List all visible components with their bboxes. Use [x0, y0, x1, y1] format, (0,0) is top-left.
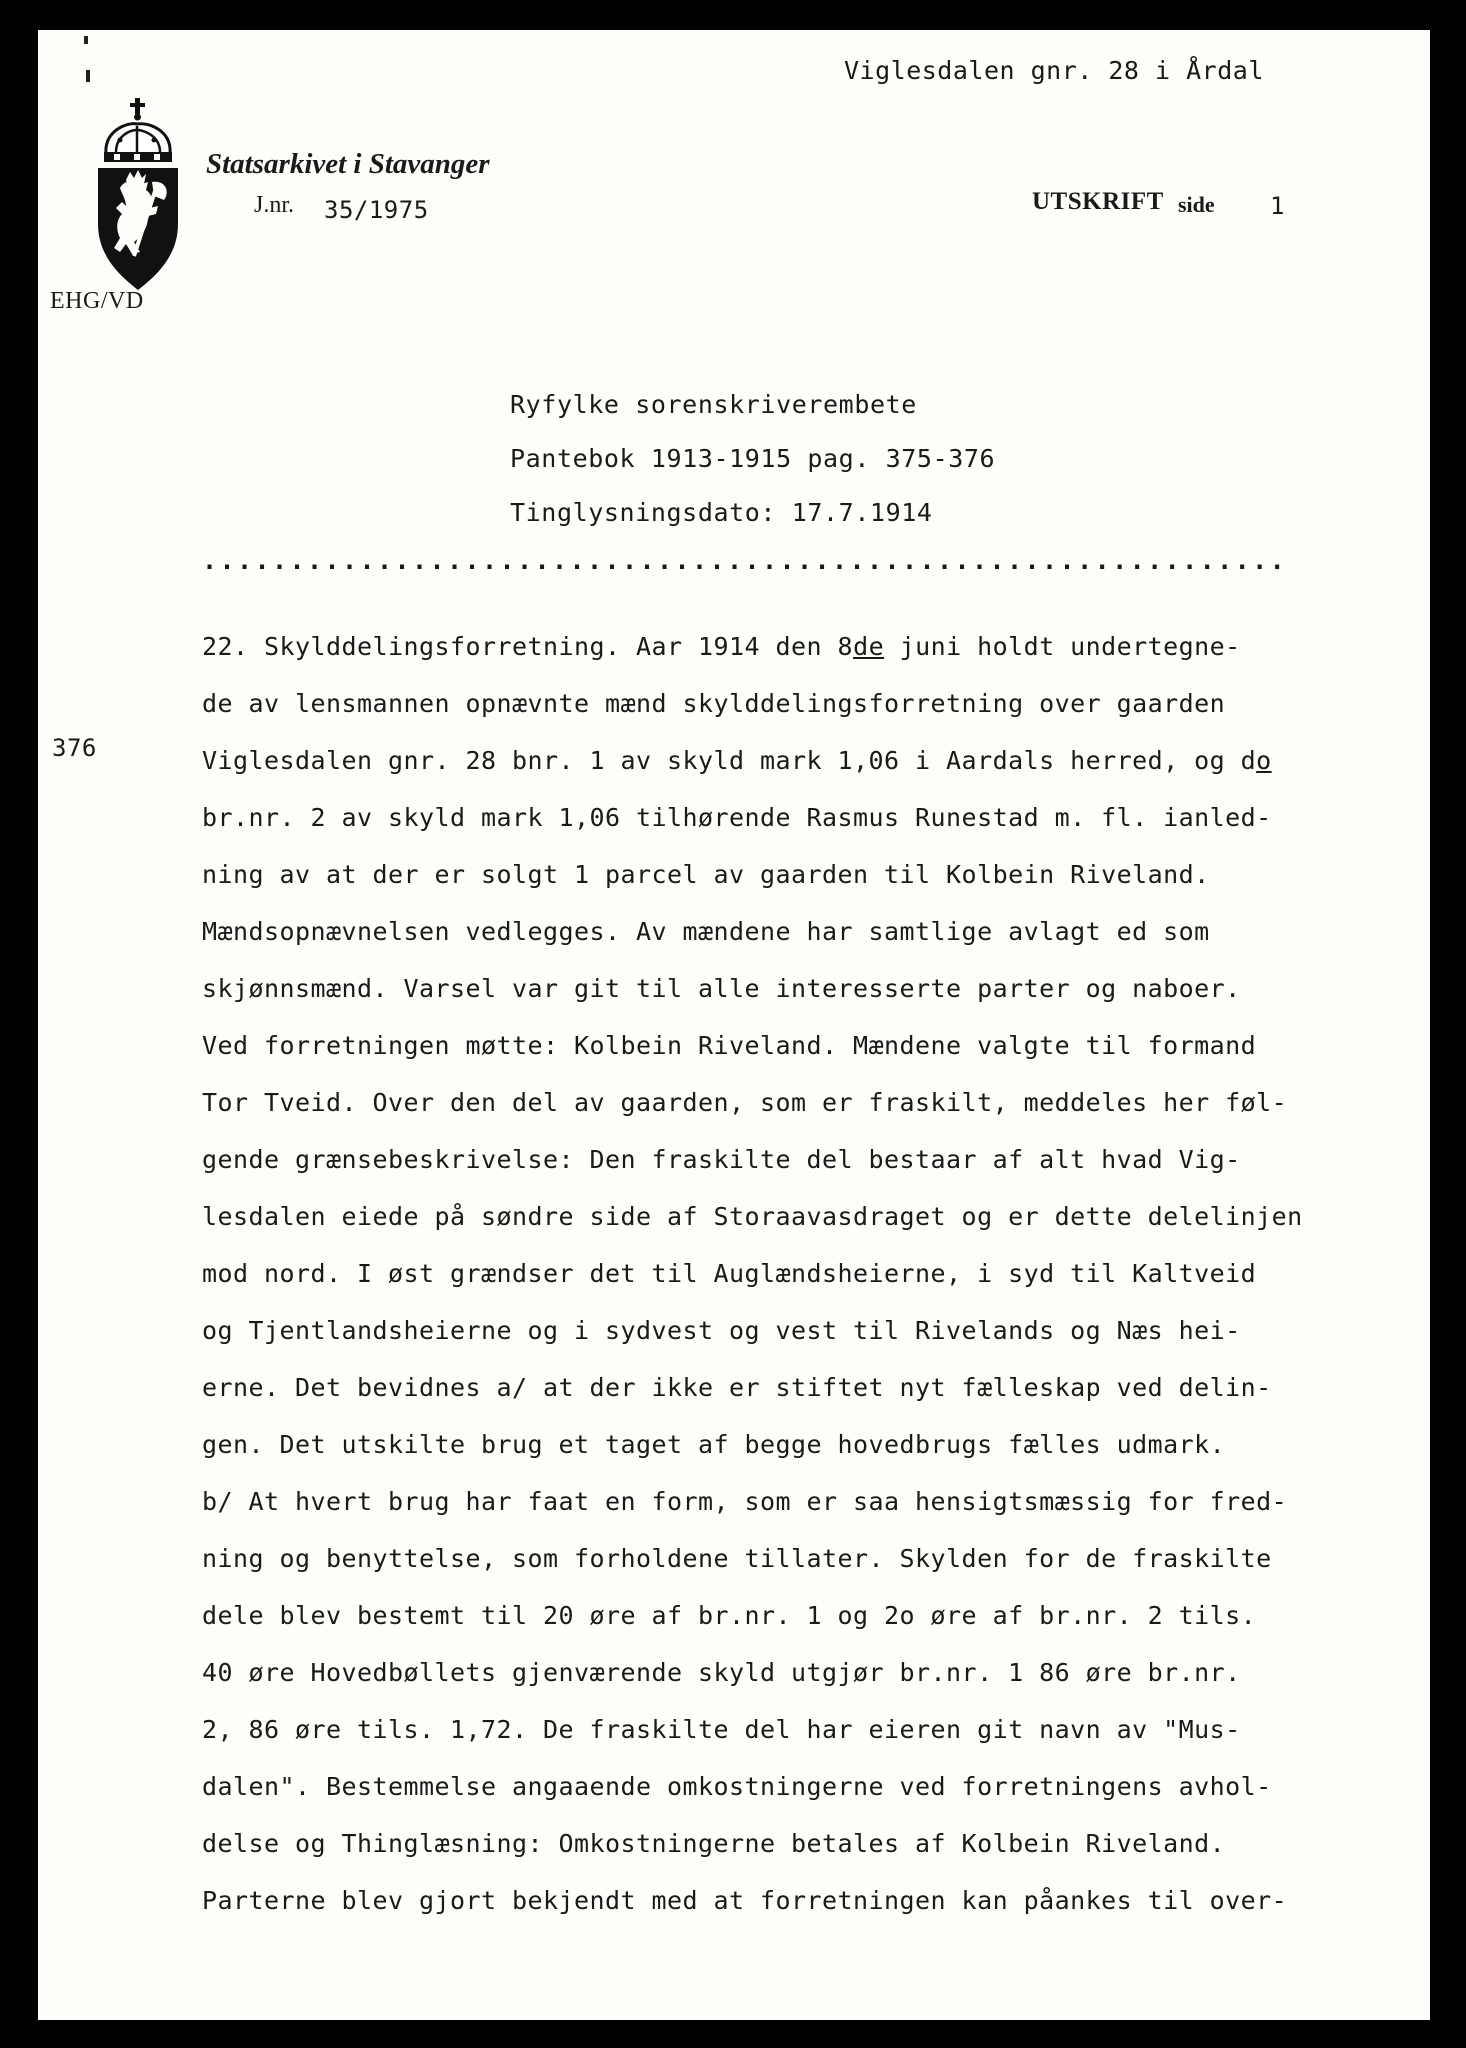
- body-line: lesdalen eiede på søndre side af Storaavasdraget og er dette delelinjen: [202, 1202, 1303, 1231]
- body-line: delse og Thinglæsning: Omkostningerne betales af Kolbein Riveland.: [202, 1829, 1226, 1858]
- body-line: ning og benyttelse, som forholdene tillater. Skylden for de fraskilte: [202, 1544, 1272, 1573]
- body-line: dele blev bestemt til 20 øre af br.nr. 1 og 2o øre af br.nr. 2 tils.: [202, 1601, 1257, 1630]
- body-line: erne. Det bevidnes a/ at der ikke er stiftet nyt fælleskap ved delin-: [202, 1373, 1272, 1402]
- body-line: gende grænsebeskrivelse: Den fraskilte del bestaar af alt hvad Vig-: [202, 1145, 1241, 1174]
- body-line: Ved forretningen møtte: Kolbein Riveland. Mændene valgte til formand: [202, 1031, 1257, 1060]
- property-reference: Viglesdalen gnr. 28 i Årdal: [844, 56, 1264, 85]
- body-line: mod nord. I øst grændser det til Auglændsheierne, i syd til Kaltveid: [202, 1259, 1257, 1288]
- scan-mark: [86, 70, 90, 82]
- body-line: gen. Det utskilte brug et taget af begge hovedbrugs fælles udmark.: [202, 1430, 1226, 1459]
- court-name: Ryfylke sorenskriverembete: [510, 390, 917, 419]
- transcript-label: UTSKRIFT: [1032, 188, 1164, 215]
- journal-number: 35/1975: [324, 196, 429, 224]
- archive-name: Statsarkivet i Stavanger: [206, 148, 490, 180]
- norwegian-coat-of-arms-icon: [86, 96, 190, 292]
- body-line: dalen". Bestemmelse angaaende omkostningerne ved forretningens avhol-: [202, 1772, 1272, 1801]
- body-line: 22. Skylddelingsforretning. Aar 1914 den 8de juni holdt undertegne-: [202, 632, 1241, 661]
- body-line: ning av at der er solgt 1 parcel av gaarden til Kolbein Riveland.: [202, 860, 1210, 889]
- transcript-side-label: side: [1178, 192, 1215, 217]
- body-line: 2, 86 øre tils. 1,72. De fraskilte del har eieren git navn av "Mus-: [202, 1715, 1241, 1744]
- body-line: Tor Tveid. Over den del av gaarden, som er fraskilt, meddeles her føl-: [202, 1088, 1288, 1117]
- body-line: Viglesdalen gnr. 28 bnr. 1 av skyld mark 1,06 i Aardals herred, og do: [202, 746, 1272, 775]
- body-line: de av lensmannen opnævnte mænd skylddelingsforretning over gaarden: [202, 689, 1226, 718]
- body-line: 40 øre Hovedbøllets gjenværende skyld utgjør br.nr. 1 86 øre br.nr.: [202, 1658, 1241, 1687]
- body-line: og Tjentlandsheierne og i sydvest og vest til Rivelands og Næs hei-: [202, 1316, 1241, 1345]
- initials: EHG/VD: [50, 288, 144, 314]
- document-page: [38, 30, 1430, 2020]
- mortgage-book-reference: Pantebok 1913-1915 pag. 375-376: [510, 444, 996, 473]
- document-body: [202, 618, 1422, 1929]
- registration-date: Tinglysningsdato: 17.7.1914: [510, 498, 933, 527]
- body-line: skjønnsmænd. Varsel var git til alle interesserte parter og naboer.: [202, 974, 1241, 1003]
- body-line: Parterne blev gjort bekjendt med at forretningen kan påankes til over-: [202, 1886, 1288, 1915]
- body-line: br.nr. 2 av skyld mark 1,06 tilhørende Rasmus Runestad m. fl. ianled-: [202, 803, 1272, 832]
- scan-mark: [84, 36, 88, 44]
- margin-page-number: 376: [52, 734, 97, 762]
- body-line: Mændsopnævnelsen vedlegges. Av mændene har samtlige avlagt ed som: [202, 917, 1210, 946]
- body-line: b/ At hvert brug har faat en form, som er saa hensigtsmæssig for fred-: [202, 1487, 1288, 1516]
- journal-number-label: J.nr.: [254, 192, 295, 218]
- transcript-page-number: 1: [1270, 192, 1285, 220]
- dotted-separator: ..............................................................: [202, 546, 1288, 575]
